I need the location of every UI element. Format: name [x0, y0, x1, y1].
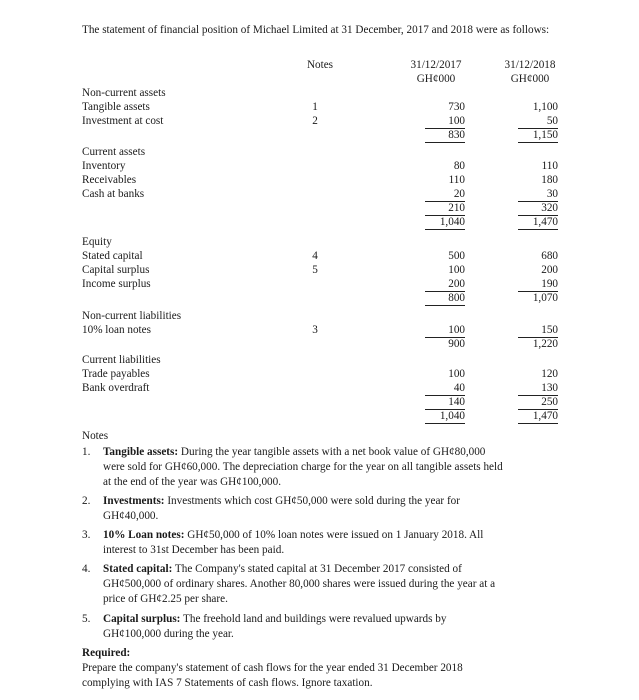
- required-heading: Required:: [82, 647, 131, 659]
- row-label-receivables: Receivables: [82, 174, 137, 186]
- value-2017-inventory: 80: [453, 160, 465, 172]
- note-number: 4.: [82, 563, 91, 575]
- value-2017-total-assets: 1,040: [425, 216, 465, 230]
- note-line: GH¢50,000 of 10% loan notes were issued on 1 January 2018. All: [187, 529, 484, 541]
- value-2018-loan-notes: 150: [518, 324, 558, 338]
- row-label-cash: Cash at banks: [82, 188, 145, 200]
- note-line: at the end of the year was GH¢100,000.: [103, 476, 282, 488]
- note-text: [103, 613, 446, 626]
- note-title: Investments:: [103, 495, 165, 507]
- value-2018-bank-overdraft: 130: [518, 382, 558, 396]
- value-2017-tangible: 730: [448, 101, 465, 113]
- required-line: complying with IAS 7 Statements of cash flows. Ignore taxation.: [82, 677, 373, 689]
- value-2017-total-eq-liab: 1,040: [425, 410, 465, 424]
- required-line: Prepare the company's statement of cash flows for the year ended 31 December 2018: [82, 662, 463, 674]
- note-number: 1.: [82, 446, 91, 458]
- note-text: [103, 446, 485, 459]
- row-label-bank-overdraft: Bank overdraft: [82, 382, 150, 394]
- value-2018-subtotal: 1,220: [532, 338, 558, 350]
- note-number: 3.: [82, 529, 91, 541]
- row-note-stated-capital: 4: [312, 250, 318, 262]
- note-line: interest to 31st December has been paid.: [103, 544, 285, 556]
- row-label-investment: Investment at cost: [82, 115, 164, 127]
- section-equity: Equity: [82, 236, 112, 248]
- value-2018-income-surplus: 190: [518, 278, 558, 292]
- value-2017-cash: 20: [425, 188, 465, 202]
- note-title: Tangible assets:: [103, 446, 179, 458]
- row-label-tangible: Tangible assets: [82, 101, 150, 113]
- col-2017-unit: GH¢000: [416, 73, 456, 85]
- value-2017-ca-total: 210: [425, 202, 465, 216]
- value-2017-receivables: 110: [448, 174, 465, 186]
- row-label-income-surplus: Income surplus: [82, 278, 151, 290]
- note-number: 5.: [82, 613, 91, 625]
- value-2017-subtotal: 900: [448, 338, 465, 350]
- intro-text: The statement of financial position of Michael Limited at 31 December, 2017 and 2018 were as follows:: [82, 24, 550, 36]
- value-2017-capital-surplus: 100: [448, 264, 465, 276]
- notes-heading: Notes: [82, 430, 109, 442]
- note-title: 10% Loan notes:: [103, 529, 185, 541]
- value-2018-tangible: 1,100: [532, 101, 558, 113]
- value-2018-cash: 30: [518, 188, 558, 202]
- value-2018-equity-total: 1,070: [532, 292, 558, 304]
- value-2018-nca-total: 1,150: [518, 129, 558, 143]
- value-2018-stated-capital: 680: [541, 250, 558, 262]
- row-note-investment: 2: [312, 115, 318, 127]
- value-2018-ca-total: 320: [518, 202, 558, 216]
- row-label-loan-notes: 10% loan notes: [82, 324, 151, 336]
- section-current-liabilities: Current liabilities: [82, 354, 161, 366]
- value-2017-stated-capital: 500: [448, 250, 465, 262]
- note-title: Capital surplus:: [103, 613, 181, 625]
- note-line: Investments which cost GH¢50,000 were sold during the year for: [167, 495, 461, 507]
- value-2018-trade-payables: 120: [541, 368, 558, 380]
- notes-column-header: Notes: [306, 59, 334, 71]
- value-2018-receivables: 180: [541, 174, 558, 186]
- col-2018-unit: GH¢000: [510, 73, 550, 85]
- col-2017-date: 31/12/2017: [410, 59, 462, 71]
- note-line: price of GH¢2.25 per share.: [103, 593, 228, 605]
- value-2017-cl-total: 140: [425, 396, 465, 410]
- value-2017-nca-total: 830: [425, 129, 465, 143]
- value-2017-income-surplus: 200: [425, 278, 465, 292]
- value-2017-bank-overdraft: 40: [425, 382, 465, 396]
- note-title: Stated capital:: [103, 563, 173, 575]
- note-line: The Company's stated capital at 31 December 2017 consisted of: [174, 563, 462, 575]
- row-note-tangible: 1: [312, 101, 318, 113]
- row-label-stated-capital: Stated capital: [82, 250, 143, 262]
- note-line: GH¢100,000 during the year.: [103, 628, 234, 640]
- section-noncurrent-liabilities: Non-current liabilities: [82, 310, 182, 322]
- value-2018-total-eq-liab: 1,470: [518, 410, 558, 424]
- value-2018-cl-total: 250: [518, 396, 558, 410]
- note-line: During the year tangible assets with a net book value of GH¢80,000: [180, 446, 486, 458]
- value-2018-capital-surplus: 200: [541, 264, 558, 276]
- note-line: were sold for GH¢60,000. The depreciation charge for the year on all tangible assets held: [103, 461, 503, 473]
- note-line: GH¢40,000.: [103, 510, 159, 522]
- note-line: The freehold land and buildings were revalued upwards by: [183, 613, 447, 625]
- row-label-capital-surplus: Capital surplus: [82, 264, 150, 276]
- value-2017-loan-notes: 100: [425, 324, 465, 338]
- note-number: 2.: [82, 495, 91, 507]
- note-line: GH¢500,000 of ordinary shares. Another 80,000 shares were issued during the year at a: [103, 578, 496, 590]
- row-note-capital-surplus: 5: [312, 264, 318, 276]
- section-current-assets: Current assets: [82, 146, 146, 158]
- value-2017-equity-total: 800: [425, 292, 465, 306]
- value-2017-trade-payables: 100: [448, 368, 465, 380]
- note-text: [103, 563, 462, 576]
- value-2018-investment: 50: [518, 115, 558, 129]
- note-text: [103, 529, 483, 542]
- row-label-inventory: Inventory: [82, 160, 126, 172]
- value-2018-inventory: 110: [541, 160, 558, 172]
- row-note-loan-notes: 3: [312, 324, 318, 336]
- col-2018-date: 31/12/2018: [504, 59, 556, 71]
- value-2017-investment: 100: [425, 115, 465, 129]
- note-text: [103, 495, 460, 508]
- value-2018-total-assets: 1,470: [518, 216, 558, 230]
- row-label-trade-payables: Trade payables: [82, 368, 150, 380]
- section-noncurrent-assets: Non-current assets: [82, 87, 166, 99]
